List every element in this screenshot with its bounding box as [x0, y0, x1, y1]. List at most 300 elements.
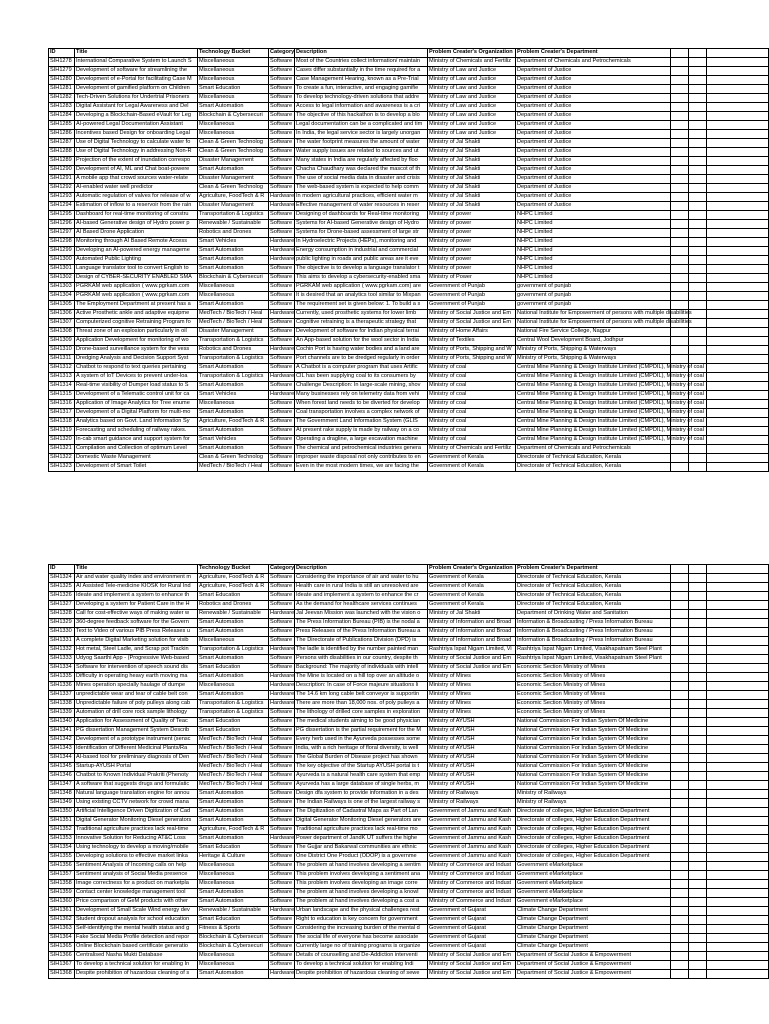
cell-title: Development of gamified platform on Children	[75, 85, 198, 94]
cell-department: Department of Justice	[516, 202, 671, 211]
cell-description: As the demand for healthcare services continues	[295, 601, 428, 610]
table-row	[49, 736, 769, 745]
cell-title: AI-based tool for preliminary diagnosis of Den	[75, 754, 198, 763]
header-technology-bucket: Technology Bucket	[198, 565, 269, 574]
cell-organization: Ministry of Commerce and Indust	[428, 889, 516, 898]
cell-description: The social life of everyone has become associate	[295, 934, 428, 943]
cell-id: SIH1351	[49, 817, 75, 826]
empty-cell	[707, 373, 769, 382]
cell-technology-bucket: MedTech / BioTech / Heal	[198, 745, 269, 754]
cell-department: Government eMarketplace	[516, 862, 671, 871]
table-row	[49, 157, 769, 166]
cell-title: Digital Generator Monitoring Diesel generators	[75, 817, 198, 826]
cell-title: Domestic Waste Management	[75, 454, 198, 463]
cell-technology-bucket: Smart Automation	[198, 628, 269, 637]
cell-id: SIH1358	[49, 880, 75, 889]
empty-cell	[671, 166, 689, 175]
cell-department: NHPC Limited	[516, 256, 671, 265]
cell-title: Forecasting and scheduling of railway rakes.	[75, 427, 198, 436]
cell-department: Economic Section Ministry of Mines	[516, 673, 671, 682]
cell-description: The requirement set is given below: 1. To build a s	[295, 301, 428, 310]
cell-id: SIH1337	[49, 691, 75, 700]
cell-category: Software	[269, 130, 295, 139]
cell-description: The Directorate of Publications Division (DPD) is	[295, 637, 428, 646]
cell-technology-bucket: MedTech / BioTech / Heal	[198, 754, 269, 763]
cell-id: SIH1348	[49, 790, 75, 799]
cell-id: SIH1346	[49, 772, 75, 781]
cell-category: Software	[269, 808, 295, 817]
empty-cell	[689, 907, 707, 916]
empty-cell	[707, 664, 769, 673]
header-organization: Problem Creater's Organization	[428, 565, 516, 574]
empty-cell	[707, 391, 769, 400]
empty-cell	[689, 619, 707, 628]
cell-category: Software	[269, 427, 295, 436]
empty-cell	[707, 121, 769, 130]
empty-cell	[707, 337, 769, 346]
cell-title: Incentives based Design for onboarding Legal	[75, 130, 198, 139]
cell-technology-bucket: Smart Automation	[198, 166, 269, 175]
cell-department: Climate Change Department	[516, 934, 671, 943]
cell-id: SIH1356	[49, 862, 75, 871]
cell-id: SIH1308	[49, 328, 75, 337]
cell-category: Software	[269, 445, 295, 454]
cell-category: Software	[269, 736, 295, 745]
empty-cell	[689, 265, 707, 274]
empty-cell	[689, 94, 707, 103]
cell-id: SIH1281	[49, 85, 75, 94]
cell-title: Air and water quality index and environment m	[75, 574, 198, 583]
cell-description: Effective management of water resources in reser	[295, 202, 428, 211]
cell-category: Software	[269, 871, 295, 880]
table-row	[49, 880, 769, 889]
table-row	[49, 139, 769, 148]
cell-technology-bucket: MedTech / BioTech / Heal	[198, 781, 269, 790]
empty-cell	[671, 112, 689, 121]
cell-title: Centralised Nasha Mukti Database	[75, 952, 198, 961]
empty-cell	[671, 76, 689, 85]
table-row	[49, 193, 769, 202]
cell-id: SIH1332	[49, 646, 75, 655]
cell-title: Development of e-Portal for facilitating Case M	[75, 76, 198, 85]
cell-organization: Government of Gujarat	[428, 934, 516, 943]
empty-cell	[689, 961, 707, 970]
cell-category: Software	[269, 454, 295, 463]
cell-department: Rashtriya Ispat Nigam Limited, Visakhapatnam Steel Plant	[516, 646, 671, 655]
empty-cell	[671, 184, 689, 193]
cell-department: Directorate of colleges, Higher Education Department	[516, 817, 671, 826]
empty-cell	[689, 709, 707, 718]
cell-description: To develop a technical solution for enabling Indi	[295, 961, 428, 970]
cell-title: Active Prosthetic ankle and adaptive equipme	[75, 310, 198, 319]
empty-cell	[689, 772, 707, 781]
cell-department: government of punjab	[516, 292, 671, 301]
empty-cell	[689, 112, 707, 121]
cell-category: Hardware	[269, 970, 295, 979]
cell-category: Software	[269, 400, 295, 409]
empty-cell	[689, 85, 707, 94]
table-row	[49, 409, 769, 418]
cell-description: The objective of this hackathon is to develop a blo	[295, 112, 428, 121]
empty-cell	[689, 202, 707, 211]
cell-description: Access to legal information and awareness is a cri	[295, 103, 428, 112]
cell-technology-bucket: Miscellaneous	[198, 871, 269, 880]
cell-department: Department of Justice	[516, 184, 671, 193]
table-row	[49, 772, 769, 781]
cell-department: Economic Section Ministry of Mines	[516, 682, 671, 691]
cell-technology-bucket: Miscellaneous	[198, 76, 269, 85]
cell-description: Power department of JandK UT suffers the highe	[295, 835, 428, 844]
cell-description: Traditional agriculture practices lack real-time mo	[295, 826, 428, 835]
cell-title: Automation of drill core rock sample lithology	[75, 709, 198, 718]
cell-id: SIH1311	[49, 355, 75, 364]
cell-organization: Ministry of Jal Shakti	[428, 610, 516, 619]
empty-cell	[671, 619, 689, 628]
cell-technology-bucket: MedTech / BioTech / Heal	[198, 772, 269, 781]
cell-organization: Ministry of power	[428, 238, 516, 247]
cell-description: The problem at hand involves developing a cost a	[295, 898, 428, 907]
empty-cell	[671, 283, 689, 292]
cell-organization: Ministry of Social Justice and Em	[428, 952, 516, 961]
cell-id: SIH1360	[49, 898, 75, 907]
cell-technology-bucket: MedTech / BioTech / Heal	[198, 463, 269, 472]
cell-organization: Government of Kerala	[428, 574, 516, 583]
cell-title: AI-enabled water well predictor	[75, 184, 198, 193]
empty-cell	[707, 301, 769, 310]
empty-cell	[689, 970, 707, 979]
cell-technology-bucket: Smart Automation	[198, 256, 269, 265]
cell-title: Ideate and implement a system to enhance th	[75, 592, 198, 601]
cell-department: National Commission For Indian System Of Medicine	[516, 727, 671, 736]
empty-cell	[707, 310, 769, 319]
cell-department: Directorate of colleges, Higher Education Department	[516, 853, 671, 862]
cell-category: Hardware	[269, 610, 295, 619]
cell-organization: Government of Kerala	[428, 463, 516, 472]
empty-cell	[689, 211, 707, 220]
cell-department: Climate Change Department	[516, 925, 671, 934]
cell-title: Innovative Solution for Reducing AT&C Loss	[75, 835, 198, 844]
cell-department: Central Mine Planning & Design Institute Limited (CMPDIL), Ministry of coal	[516, 400, 671, 409]
cell-technology-bucket: Miscellaneous	[198, 880, 269, 889]
cell-title: Compilation and Collection of optimum Level	[75, 445, 198, 454]
empty-cell	[689, 175, 707, 184]
cell-organization: Ministry of coal	[428, 409, 516, 418]
empty-cell	[707, 691, 769, 700]
empty-cell	[689, 637, 707, 646]
cell-title: The Employment Department at present has a	[75, 301, 198, 310]
empty-cell	[671, 175, 689, 184]
cell-description: Considering the importance of air and water to hu	[295, 574, 428, 583]
cell-department: Climate Change Department	[516, 943, 671, 952]
cell-organization: Ministry of power	[428, 256, 516, 265]
cell-title: Application of Image Analytics for Tree enume	[75, 400, 198, 409]
empty-cell	[707, 400, 769, 409]
empty-cell	[707, 454, 769, 463]
empty-cell	[671, 301, 689, 310]
table-row	[49, 445, 769, 454]
table-row	[49, 790, 769, 799]
cell-id: SIH1367	[49, 961, 75, 970]
empty-cell	[671, 907, 689, 916]
cell-organization: Ministry of Jal Shakti	[428, 157, 516, 166]
cell-category: Software	[269, 889, 295, 898]
cell-description: This aims to develop a cybersecurity-enabled sma	[295, 274, 428, 283]
cell-title: Natural language translation engine for annou	[75, 790, 198, 799]
empty-cell	[671, 925, 689, 934]
cell-title: Development of a Telematic control unit for ca	[75, 391, 198, 400]
cell-description: Every herb used in the Ayurveda possesses some	[295, 736, 428, 745]
table-row	[49, 808, 769, 817]
cell-id: SIH1296	[49, 220, 75, 229]
empty-cell	[689, 844, 707, 853]
cell-category: Software	[269, 94, 295, 103]
empty-cell	[707, 916, 769, 925]
cell-title: Design of CYBER-SECURITY ENABLED SMA	[75, 274, 198, 283]
cell-organization: Ministry of Textiles	[428, 337, 516, 346]
cell-organization: Ministry of Commerce and Indust	[428, 880, 516, 889]
cell-id: SIH1344	[49, 754, 75, 763]
cell-id: SIH1283	[49, 103, 75, 112]
cell-organization: Government of Jammu and Kash	[428, 853, 516, 862]
cell-technology-bucket: MedTech / BioTech / Heal	[198, 763, 269, 772]
header-row	[49, 565, 769, 574]
cell-department: National Institute for Empowerment of persons with multiple disabilities	[516, 310, 671, 319]
table-row	[49, 67, 769, 76]
cell-organization: Ministry of Jal Shakti	[428, 193, 516, 202]
empty-cell	[707, 247, 769, 256]
cell-department: Rashtriya Ispat Nigam Limited, Visakhapatnam Steel Plant	[516, 655, 671, 664]
cell-id: SIH1365	[49, 943, 75, 952]
cell-technology-bucket: Heritage & Culture	[198, 853, 269, 862]
cell-category: Software	[269, 763, 295, 772]
cell-id: SIH1285	[49, 121, 75, 130]
empty-cell	[671, 871, 689, 880]
header-department: Problem Creater's Department	[516, 565, 671, 574]
empty-cell	[671, 247, 689, 256]
cell-title: Estimation of inflow to a reservoir from the rain	[75, 202, 198, 211]
cell-description: This problem involves developing an image corre	[295, 880, 428, 889]
cell-department: Department of Justice	[516, 175, 671, 184]
cell-id: SIH1279	[49, 67, 75, 76]
cell-category: Software	[269, 292, 295, 301]
cell-description: Design dfa system to provide information in a des	[295, 790, 428, 799]
empty-cell	[707, 574, 769, 583]
empty-cell	[689, 763, 707, 772]
cell-id: SIH1321	[49, 445, 75, 454]
empty-cell	[689, 193, 707, 202]
empty-cell	[689, 337, 707, 346]
cell-category: Hardware	[269, 256, 295, 265]
cell-category: Software	[269, 337, 295, 346]
cell-organization: Ministry of coal	[428, 391, 516, 400]
empty-cell	[707, 826, 769, 835]
cell-title: Developing a Blockchain-Based eVault for Leg	[75, 112, 198, 121]
cell-organization: Ministry of coal	[428, 364, 516, 373]
cell-description: Health care in rural India is still an unresolved are	[295, 583, 428, 592]
cell-category: Hardware	[269, 193, 295, 202]
cell-id: SIH1310	[49, 346, 75, 355]
cell-title: Text to Video of various PIB Press Releases u	[75, 628, 198, 637]
table-row	[49, 961, 769, 970]
cell-id: SIH1307	[49, 319, 75, 328]
cell-title: Traditional agriculture practices lack real-time	[75, 826, 198, 835]
empty-cell	[671, 274, 689, 283]
cell-department: Department of Justice	[516, 130, 671, 139]
cell-description: The Mine is located on a hill top over an altitude o	[295, 673, 428, 682]
cell-description: Considering the increasing burden of the mental d	[295, 925, 428, 934]
cell-department: Directorate of colleges, Higher Education Department	[516, 808, 671, 817]
cell-organization: Ministry of Mines	[428, 691, 516, 700]
cell-technology-bucket: Smart Education	[198, 727, 269, 736]
cell-title: Projection of the extent of inundation correspo	[75, 157, 198, 166]
cell-description: CIL has been supplying coal to its consumers by	[295, 373, 428, 382]
table-row	[49, 112, 769, 121]
cell-title: AI Based Drone Application	[75, 229, 198, 238]
cell-department: Ministry of Ports, Shipping & Waterways	[516, 346, 671, 355]
cell-description: Many states in India are regularly affected by floo	[295, 157, 428, 166]
empty-cell	[671, 454, 689, 463]
cell-category: Software	[269, 274, 295, 283]
cell-technology-bucket: Smart Education	[198, 85, 269, 94]
empty-cell	[689, 916, 707, 925]
cell-title: Development of Small Scale Wind energy dev	[75, 907, 198, 916]
cell-title: Price comparison of GeM products with other	[75, 898, 198, 907]
cell-description: Digital Generator Monitoring Diesel generators are	[295, 817, 428, 826]
cell-department: National Commission For Indian System Of Medicine	[516, 718, 671, 727]
cell-description: Despite prohibition of hazardous cleaning of sewe	[295, 970, 428, 979]
table-row	[49, 76, 769, 85]
empty-cell	[689, 247, 707, 256]
table-row	[49, 655, 769, 664]
cell-organization: Ministry of Law and Justice	[428, 112, 516, 121]
cell-title: Automatic regulation of valves for release of w	[75, 193, 198, 202]
cell-description: Port channels are to be dredged regularly in order	[295, 355, 428, 364]
cell-id: SIH1330	[49, 628, 75, 637]
cell-title: Development of Smart Toilet	[75, 463, 198, 472]
empty-cell	[707, 835, 769, 844]
cell-technology-bucket: Smart Automation	[198, 970, 269, 979]
empty-cell	[707, 709, 769, 718]
cell-organization: Ministry of AYUSH	[428, 781, 516, 790]
empty-cell	[707, 409, 769, 418]
cell-description: The problem at hand involves developing a sentim	[295, 862, 428, 871]
cell-technology-bucket: Robotics and Drones	[198, 229, 269, 238]
cell-title: Despite prohibition of hazardous cleaning of s	[75, 970, 198, 979]
cell-organization: Government of Kerala	[428, 592, 516, 601]
cell-department: Department of Justice	[516, 112, 671, 121]
cell-technology-bucket: Smart Automation	[198, 247, 269, 256]
cell-department: Directorate of colleges, Higher Education Department	[516, 835, 671, 844]
empty-cell	[689, 790, 707, 799]
cell-id: SIH1338	[49, 700, 75, 709]
cell-organization: Ministry of Law and Justice	[428, 130, 516, 139]
cell-id: SIH1289	[49, 157, 75, 166]
empty-cell	[707, 736, 769, 745]
table-row	[49, 337, 769, 346]
cell-department: government of punjab	[516, 283, 671, 292]
cell-category: Software	[269, 853, 295, 862]
cell-technology-bucket: Transportation & Logistics	[198, 373, 269, 382]
table-row	[49, 319, 769, 328]
cell-category: Hardware	[269, 373, 295, 382]
cell-title: Developing solutions to effective market linka	[75, 853, 198, 862]
cell-organization: Ministry of Power	[428, 274, 516, 283]
cell-title: Developing an AI-powered energy manageme	[75, 247, 198, 256]
empty-cell	[671, 628, 689, 637]
header-technology-bucket: Technology Bucket	[198, 49, 269, 58]
table-row	[49, 853, 769, 862]
empty-cell	[671, 916, 689, 925]
empty-cell	[689, 673, 707, 682]
cell-organization: Ministry of AYUSH	[428, 745, 516, 754]
cell-department: Department of Justice	[516, 139, 671, 148]
cell-technology-bucket: Miscellaneous	[198, 682, 269, 691]
empty-cell	[707, 907, 769, 916]
cell-organization: Ministry of Jal Shakti	[428, 175, 516, 184]
cell-id: SIH1335	[49, 673, 75, 682]
table-row	[49, 220, 769, 229]
cell-department: NHPC Limited	[516, 247, 671, 256]
cell-organization: Government of Kerala	[428, 601, 516, 610]
empty-cell	[707, 319, 769, 328]
empty-cell	[707, 355, 769, 364]
cell-department: National Commission For Indian System Of Medicine	[516, 763, 671, 772]
empty-cell	[689, 67, 707, 76]
empty-cell	[671, 844, 689, 853]
cell-technology-bucket: Miscellaneous	[198, 58, 269, 67]
cell-organization: Ministry of Information and Broad	[428, 628, 516, 637]
empty-cell	[671, 637, 689, 646]
empty-cell	[707, 871, 769, 880]
cell-department: Information & Broadcasting / Press Information Bureau	[516, 619, 671, 628]
cell-department: National Institute for Empowerment of persons with multiple disabilities	[516, 319, 671, 328]
cell-category: Software	[269, 817, 295, 826]
empty-cell	[671, 682, 689, 691]
empty-cell	[707, 889, 769, 898]
sheet-block-2	[48, 564, 768, 979]
empty-cell	[707, 238, 769, 247]
cell-title: Application for Assessment of Quality of Teac	[75, 718, 198, 727]
cell-id: SIH1318	[49, 418, 75, 427]
cell-category: Hardware	[269, 691, 295, 700]
cell-title: Self-identifying the mental health status and g	[75, 925, 198, 934]
cell-organization: Ministry of power	[428, 229, 516, 238]
cell-category: Software	[269, 799, 295, 808]
empty-cell	[689, 835, 707, 844]
cell-department: government of punjab	[516, 301, 671, 310]
table-row	[49, 328, 769, 337]
empty-cell	[671, 853, 689, 862]
cell-department: Department of Chemicals and Petrochemicals	[516, 445, 671, 454]
empty-cell	[671, 346, 689, 355]
cell-title: Mines operation specially haulage of dumpe	[75, 682, 198, 691]
cell-id: SIH1293	[49, 193, 75, 202]
cell-description: A Chatbot is a computer program that uses Artific	[295, 364, 428, 373]
cell-description: Even in the most modern times, we are facing the	[295, 463, 428, 472]
cell-description: The Press Information Bureau (PIB) is the nodal a	[295, 619, 428, 628]
cell-department: Ministry of Railways	[516, 790, 671, 799]
cell-department: NHPC Limited	[516, 238, 671, 247]
empty-cell	[671, 202, 689, 211]
header-organization: Problem Creater's Organization	[428, 49, 516, 58]
cell-category: Software	[269, 58, 295, 67]
table-row	[49, 211, 769, 220]
header-department: Problem Creater's Department	[516, 49, 671, 58]
empty-cell	[689, 463, 707, 472]
empty-cell	[707, 718, 769, 727]
cell-department: National Commission For Indian System Of Medicine	[516, 745, 671, 754]
empty-cell	[689, 817, 707, 826]
